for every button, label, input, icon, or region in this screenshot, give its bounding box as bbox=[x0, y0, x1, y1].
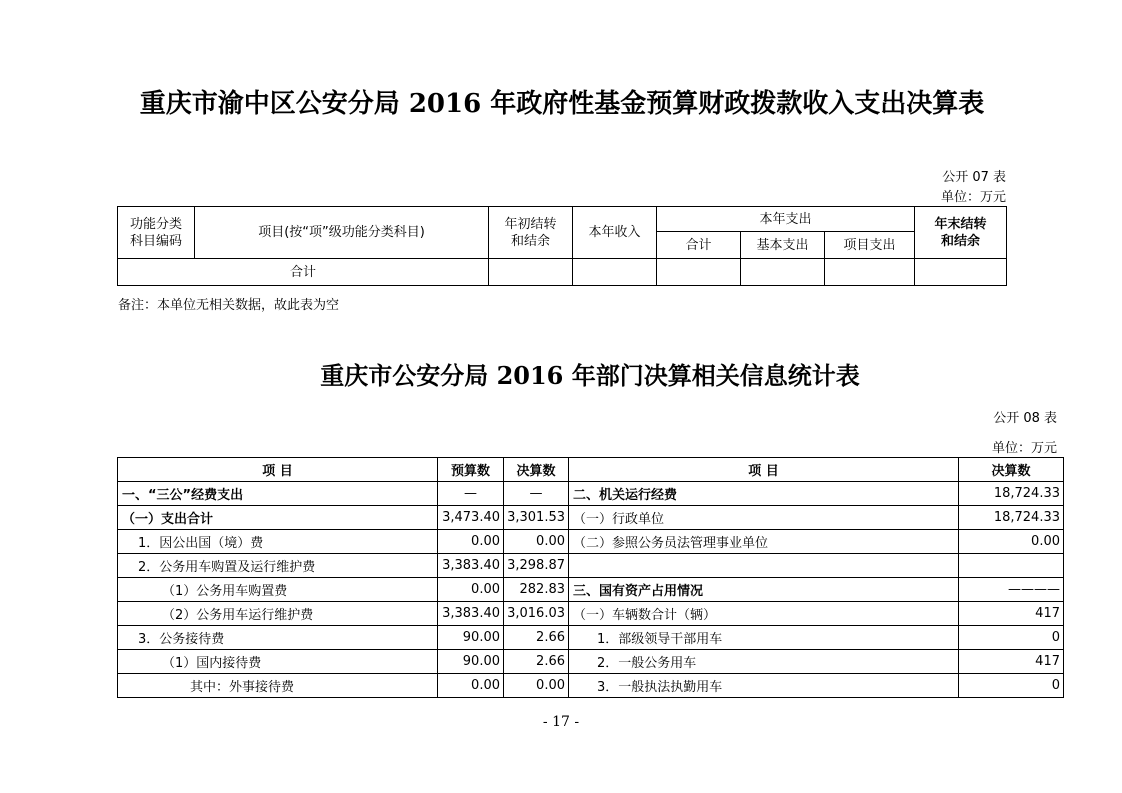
row-item-left: 2．公务用车购置及运行维护费 bbox=[118, 554, 438, 578]
row-budget: 3,473.40 bbox=[438, 506, 504, 530]
page-number: - 17 - bbox=[542, 714, 580, 730]
table2-header-budget: 预算数 bbox=[438, 458, 504, 482]
row-item-right: （一）车辆数合计（辆） bbox=[569, 602, 959, 626]
table1-unit: 单位：万元 bbox=[940, 190, 1006, 205]
table1-header-expense: 本年支出 bbox=[657, 207, 915, 232]
row-final-left: 2.66 bbox=[504, 650, 569, 674]
table1-cell bbox=[741, 259, 825, 286]
row-budget: 3,383.40 bbox=[438, 602, 504, 626]
table-row bbox=[118, 674, 1064, 698]
table1-cell bbox=[573, 259, 657, 286]
row-final-left: 3,298.87 bbox=[504, 554, 569, 578]
row-final-right: 417 bbox=[959, 650, 1064, 674]
table1-code: 公开 07 表 bbox=[942, 170, 1006, 185]
row-budget: 90.00 bbox=[438, 650, 504, 674]
table-row bbox=[118, 482, 1064, 506]
table-row bbox=[118, 650, 1064, 674]
row-final-left: — bbox=[504, 482, 569, 506]
table1-cell bbox=[489, 259, 573, 286]
row-item-left: （1）国内接待费 bbox=[118, 650, 438, 674]
row-final-right: 417 bbox=[959, 602, 1064, 626]
table2-header-final-right: 决算数 bbox=[959, 458, 1064, 482]
row-item-left: 3．公务接待费 bbox=[118, 626, 438, 650]
row-budget: 0.00 bbox=[438, 578, 504, 602]
table-row bbox=[118, 578, 1064, 602]
row-final-left: 0.00 bbox=[504, 530, 569, 554]
table1-header-begin: 年初结转 和结余 bbox=[489, 207, 573, 259]
row-final-left: 282.83 bbox=[504, 578, 569, 602]
row-item-right: 2．一般公务用车 bbox=[569, 650, 959, 674]
row-final-right: 18,724.33 bbox=[959, 506, 1064, 530]
row-item-right: （一）行政单位 bbox=[569, 506, 959, 530]
table2 bbox=[117, 457, 1064, 698]
row-item-left: （2）公务用车运行维护费 bbox=[118, 602, 438, 626]
table1-cell bbox=[825, 259, 915, 286]
table1-header-item: 项目(按“项”级功能分类科目) bbox=[195, 207, 489, 259]
row-budget: 90.00 bbox=[438, 626, 504, 650]
row-final-right: 0 bbox=[959, 626, 1064, 650]
row-budget: 0.00 bbox=[438, 674, 504, 698]
table2-body bbox=[118, 482, 1064, 698]
row-final-left: 0.00 bbox=[504, 674, 569, 698]
table2-unit: 单位：万元 bbox=[991, 441, 1057, 456]
table1-title: 重庆市渝中区公安分局 2016 年政府性基金预算财政拨款收入支出决算表 bbox=[139, 89, 985, 119]
table1-header-func-code: 功能分类 科目编码 bbox=[118, 207, 195, 259]
table-row bbox=[118, 602, 1064, 626]
table2-title: 重庆市公安分局 2016 年部门决算相关信息统计表 bbox=[320, 361, 860, 390]
table-row bbox=[118, 506, 1064, 530]
row-final-right: 0 bbox=[959, 674, 1064, 698]
row-item-left: 1．因公出国（境）费 bbox=[118, 530, 438, 554]
table1-header-total: 合计 bbox=[657, 232, 741, 259]
table-row bbox=[118, 554, 1064, 578]
table2-code: 公开 08 表 bbox=[993, 411, 1057, 426]
row-item-right bbox=[569, 554, 959, 578]
row-final-right: ———— bbox=[959, 578, 1064, 602]
row-final-left: 2.66 bbox=[504, 626, 569, 650]
row-item-right: （二）参照公务员法管理事业单位 bbox=[569, 530, 959, 554]
row-item-right: 二、机关运行经费 bbox=[569, 482, 959, 506]
table-row bbox=[118, 626, 1064, 650]
table1-note: 备注：本单位无相关数据，故此表为空 bbox=[118, 298, 340, 313]
table1-header-basic: 基本支出 bbox=[741, 232, 825, 259]
table1-header-income: 本年收入 bbox=[573, 207, 657, 259]
row-item-left: （1）公务用车购置费 bbox=[118, 578, 438, 602]
table1-cell bbox=[657, 259, 741, 286]
table1-header-project: 项目支出 bbox=[825, 232, 915, 259]
table1-row-total-label: 合计 bbox=[118, 259, 489, 286]
table2-header-final-left: 决算数 bbox=[504, 458, 569, 482]
table2-header-item-left: 项 目 bbox=[118, 458, 438, 482]
table1 bbox=[117, 206, 1007, 286]
row-item-left: （一）支出合计 bbox=[118, 506, 438, 530]
row-budget: — bbox=[438, 482, 504, 506]
row-final-left: 3,301.53 bbox=[504, 506, 569, 530]
row-final-right: 18,724.33 bbox=[959, 482, 1064, 506]
table1-header-end: 年末结转 和结余 bbox=[915, 207, 1007, 259]
table2-header-item-right: 项 目 bbox=[569, 458, 959, 482]
row-budget: 3,383.40 bbox=[438, 554, 504, 578]
row-item-right: 三、国有资产占用情况 bbox=[569, 578, 959, 602]
table1-cell bbox=[915, 259, 1007, 286]
row-final-right bbox=[959, 554, 1064, 578]
row-item-right: 3．一般执法执勤用车 bbox=[569, 674, 959, 698]
row-item-right: 1．部级领导干部用车 bbox=[569, 626, 959, 650]
row-item-left: 一、“三公”经费支出 bbox=[118, 482, 438, 506]
row-budget: 0.00 bbox=[438, 530, 504, 554]
row-item-left: 其中：外事接待费 bbox=[118, 674, 438, 698]
table-row bbox=[118, 530, 1064, 554]
row-final-right: 0.00 bbox=[959, 530, 1064, 554]
row-final-left: 3,016.03 bbox=[504, 602, 569, 626]
